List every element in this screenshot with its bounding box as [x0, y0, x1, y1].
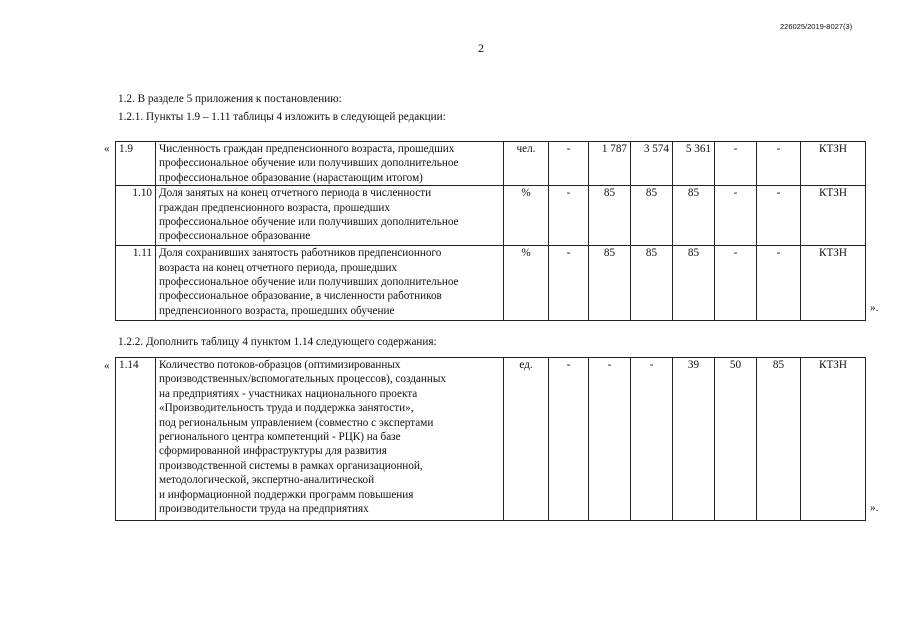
paragraph-add-item-1-14: 1.2.2. Дополнить таблицу 4 пунктом 1.14 следующего содержания: [118, 336, 437, 348]
row-number: 1.9 [116, 142, 156, 186]
row-number: 1.11 [116, 246, 156, 321]
value-cell: - [589, 358, 631, 521]
value-cell: - [715, 142, 757, 186]
table-row [116, 358, 866, 521]
table-row [116, 186, 866, 246]
indicators-table-2 [115, 357, 866, 521]
value-cell: 85 [673, 246, 715, 321]
opening-quote: « [104, 143, 110, 155]
row-number: 1.14 [116, 358, 156, 521]
closing-quote: ». [870, 502, 879, 514]
unit: чел. [504, 142, 549, 186]
value-cell: 39 [673, 358, 715, 521]
value-cell: - [549, 246, 589, 321]
value-cell: - [757, 246, 801, 321]
value-cell: - [549, 142, 589, 186]
value-cell: 85 [631, 186, 673, 246]
opening-quote: « [104, 360, 110, 372]
indicator-name: Количество потоков-образцов (оптимизированных производственных/вспомогательных процессов), созданных на предприятиях - участниках национального проекта «Производительность труда и поддержка занятости», под региональным управлением (совместно с экспертами регионального центра компетенций - РЦК) на базе сформированной инфраструктуры для развития производственной системы в рамках организационной, методологической, экспертно-аналитической и информационной поддержки программ повышения производительности труда на предприятиях [156, 358, 504, 521]
indicator-name: Доля занятых на конец отчетного периода в численности граждан предпенсионного возраста, прошедших профессиональное обучение или получивших дополнительное профессиональное образование [156, 186, 504, 246]
value-cell: 85 [589, 186, 631, 246]
value-cell: - [715, 186, 757, 246]
value-cell: 1 787 [589, 142, 631, 186]
value-cell: 3 574 [631, 142, 673, 186]
value-cell: - [757, 142, 801, 186]
closing-quote: ». [870, 302, 879, 314]
row-number: 1.10 [116, 186, 156, 246]
value-cell: - [631, 358, 673, 521]
value-cell: 85 [631, 246, 673, 321]
value-cell: - [549, 358, 589, 521]
indicator-name: Доля сохранивших занятость работников предпенсионного возраста на конец отчетного периода, прошедших профессиональное обучение или получивших дополнительное профессиональное образование, в численности работников предпенсионного возраста, прошедших обучение [156, 246, 504, 321]
responsible: КТЗН [801, 142, 866, 186]
indicators-table-1 [115, 141, 866, 321]
table-row [116, 142, 866, 186]
unit: % [504, 246, 549, 321]
responsible: КТЗН [801, 186, 866, 246]
value-cell: 85 [757, 358, 801, 521]
document-number: 226025/2019-8027(3) [780, 22, 853, 31]
value-cell: 5 361 [673, 142, 715, 186]
value-cell: - [549, 186, 589, 246]
responsible: КТЗН [801, 246, 866, 321]
unit: ед. [504, 358, 549, 521]
paragraph-section-5: 1.2. В разделе 5 приложения к постановлению: [118, 93, 342, 105]
unit: % [504, 186, 549, 246]
paragraph-items-1-9-1-11: 1.2.1. Пункты 1.9 – 1.11 таблицы 4 изложить в следующей редакции: [118, 111, 446, 123]
responsible: КТЗН [801, 358, 866, 521]
value-cell: 85 [673, 186, 715, 246]
value-cell: - [757, 186, 801, 246]
value-cell: 85 [589, 246, 631, 321]
table-row [116, 246, 866, 321]
page-number: 2 [478, 41, 484, 55]
value-cell: 50 [715, 358, 757, 521]
value-cell: - [715, 246, 757, 321]
indicator-name: Численность граждан предпенсионного возраста, прошедших профессиональное обучение или получивших дополнительное профессиональное образование (нарастающим итогом) [156, 142, 504, 186]
